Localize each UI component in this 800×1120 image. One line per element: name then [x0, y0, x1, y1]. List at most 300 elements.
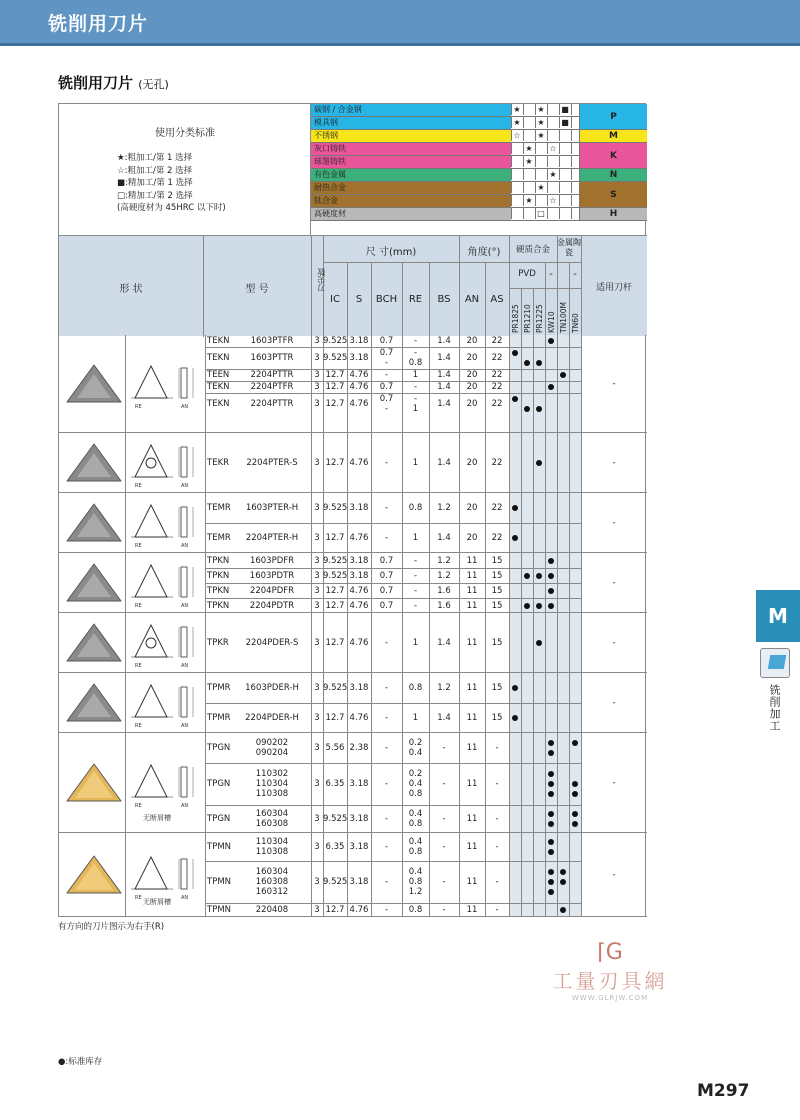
- cell-as: -: [495, 905, 499, 915]
- table-row: [205, 903, 647, 917]
- cell-ic: 12.7: [325, 905, 345, 915]
- stock-dot: [524, 573, 530, 579]
- model-col-header: 型 号: [245, 284, 269, 295]
- cell-bch: 0.7: [379, 600, 394, 611]
- cell-re: - 1: [412, 394, 419, 414]
- cell-an: 20: [466, 336, 478, 346]
- material-mark: [535, 156, 546, 167]
- cell-ic: 12.7: [325, 638, 345, 648]
- cell-series: TPMN: [207, 842, 232, 852]
- cell-bs: -: [442, 842, 446, 852]
- cell-re: 1: [412, 638, 419, 648]
- cell-bch: -: [384, 743, 389, 753]
- legend-item: (高硬度材为 45HRC 以下时): [117, 203, 226, 213]
- classification-criteria: [59, 104, 311, 235]
- cell-code: 1603PTFR: [250, 336, 294, 346]
- cell-ic: 9.525: [323, 683, 348, 693]
- cell-code: 1603PTER-H: [245, 503, 299, 513]
- cell-re: 1: [412, 458, 419, 468]
- cell-n: 3: [314, 779, 320, 789]
- material-mark: [523, 117, 534, 128]
- material-mark: [559, 195, 570, 206]
- iso-group-s: S: [579, 182, 647, 208]
- material-mark: ☆: [547, 195, 558, 206]
- cell-an: 20: [466, 399, 478, 409]
- cell-an: 20: [466, 503, 478, 513]
- stock-dot: [548, 781, 554, 787]
- cell-series: TPKN: [207, 585, 230, 596]
- material-mark: [547, 130, 558, 141]
- cell-series: TPMN: [207, 905, 232, 915]
- material-mark: [559, 208, 570, 219]
- angle-col-header: 角度(°): [467, 247, 501, 258]
- cell-as: 22: [491, 503, 503, 513]
- cell-as: -: [495, 814, 499, 824]
- cell-re: 0.4 0.8: [408, 837, 423, 857]
- table-row: [205, 393, 647, 415]
- cell-an: 11: [466, 638, 478, 648]
- cell-as: 22: [491, 336, 503, 346]
- cell-n: 3: [314, 336, 320, 346]
- row-line: [205, 903, 581, 904]
- cell-s: 4.76: [349, 905, 369, 915]
- cell-code: 1603PDTR: [249, 570, 295, 581]
- table-row: [205, 833, 647, 861]
- cell-an: 20: [466, 370, 478, 380]
- holder-value: -: [612, 518, 616, 528]
- material-mark: ★: [535, 104, 546, 115]
- legend-item: ■:精加工/第 1 选择: [117, 178, 193, 188]
- cell-s: 4.76: [349, 382, 369, 392]
- cell-series: TEKN: [207, 336, 230, 346]
- stock-dot: [512, 396, 518, 402]
- cell-re: 1: [412, 533, 419, 543]
- material-mark: ☆: [547, 143, 558, 154]
- cell-as: 22: [491, 353, 503, 363]
- svg-text:RE: RE: [135, 895, 142, 901]
- column-header: [59, 235, 647, 336]
- svg-text:RE: RE: [135, 483, 142, 489]
- cell-s: 4.76: [349, 399, 369, 409]
- insert-drawing: [129, 673, 203, 733]
- stock-dot: [560, 372, 566, 378]
- stock-dot: [548, 869, 554, 875]
- cell-as: -: [495, 779, 499, 789]
- cell-bs: 1.4: [437, 353, 451, 363]
- cermet-col-header: 金属陶瓷: [557, 238, 581, 257]
- stock-dot: [536, 460, 542, 466]
- cell-s: 3.18: [349, 814, 369, 824]
- legend-item: ☆:粗加工/第 2 选择: [117, 165, 193, 176]
- svg-text:RE: RE: [135, 663, 142, 669]
- cell-ic: 9.525: [323, 503, 348, 513]
- cell-s: 3.18: [349, 555, 369, 566]
- insert-drawing: [129, 433, 203, 493]
- iso-group-m: M: [579, 130, 647, 143]
- holder-col-header: 适用刀杆: [595, 283, 632, 293]
- row-line: [205, 763, 581, 764]
- cell-code: 220408: [255, 905, 289, 915]
- cell-series: TEEN: [207, 370, 230, 380]
- iso-group-n: N: [579, 169, 647, 182]
- col-line: [125, 335, 126, 433]
- table-row: [205, 598, 647, 613]
- material-mark: [511, 195, 522, 206]
- cell-series: TPKN: [207, 555, 230, 566]
- cell-s: 3.18: [349, 336, 369, 346]
- material-mark: [535, 169, 546, 180]
- cell-bs: -: [442, 743, 446, 753]
- stock-dot: [548, 791, 554, 797]
- an-col-header: AN: [464, 294, 480, 305]
- table-row: [205, 805, 647, 833]
- material-name: 碳钢 / 合金钢: [314, 105, 362, 114]
- table-row: [205, 613, 647, 673]
- row-line: [205, 598, 581, 599]
- grade-header-tn100m: TN100M: [559, 302, 568, 333]
- insert-group: [59, 833, 647, 917]
- cell-series: TEKN: [207, 399, 230, 409]
- material-mark: [511, 208, 522, 219]
- cell-an: 11: [466, 683, 478, 693]
- cell-re: 0.8: [408, 905, 423, 915]
- holder-value: -: [612, 778, 616, 788]
- insert-drawing: [129, 613, 203, 673]
- material-mark: ■: [559, 117, 570, 128]
- cell-n: 3: [314, 905, 320, 915]
- table-row: [205, 335, 647, 347]
- cell-s: 4.76: [349, 600, 369, 611]
- cell-s: 4.76: [349, 585, 369, 596]
- stock-dot: [572, 740, 578, 746]
- stock-dot: [572, 791, 578, 797]
- stock-dot: [524, 603, 530, 609]
- cell-n: 3: [314, 458, 320, 468]
- direction-note: 有方向的刀片图示为右手(R): [58, 922, 165, 932]
- cell-an: 11: [466, 877, 478, 887]
- svg-text:AN: AN: [181, 483, 189, 489]
- stock-dot: [548, 338, 554, 344]
- svg-text:RE: RE: [135, 723, 142, 729]
- cell-an: 20: [466, 353, 478, 363]
- milling-tab[interactable]: M: [756, 590, 800, 642]
- cell-re: -: [413, 570, 418, 581]
- cell-as: 22: [491, 370, 503, 380]
- cell-bch: -: [384, 458, 389, 468]
- stock-dot: [572, 811, 578, 817]
- cell-re: -: [413, 555, 418, 566]
- cell-bch: -: [384, 877, 389, 887]
- section-title-text: 铣削用刀片: [58, 74, 134, 92]
- stock-dot: [548, 889, 554, 895]
- stock-dot: [536, 406, 542, 412]
- pvd-col-header: PVD: [518, 269, 536, 279]
- material-mark: ★: [511, 104, 522, 115]
- svg-text:AN: AN: [181, 603, 189, 609]
- col-line: [125, 673, 126, 733]
- insert-drawing: [129, 354, 203, 414]
- watermark-url: WWW.GLRJW.COM: [571, 994, 649, 1002]
- cell-bs: 1.2: [437, 570, 451, 581]
- grade-header-pr1210: PR1210: [523, 304, 532, 333]
- stock-dot: [548, 384, 554, 390]
- cell-bch: -: [384, 713, 389, 723]
- col-line: [125, 493, 126, 553]
- cell-bs: -: [442, 877, 446, 887]
- insert-table: [58, 335, 646, 917]
- material-color: [311, 195, 511, 207]
- cell-s: 3.18: [349, 877, 369, 887]
- shape-col-header: 形 状: [119, 284, 143, 295]
- col-line: [125, 553, 126, 613]
- cell-an: 11: [466, 570, 478, 581]
- cell-as: -: [495, 743, 499, 753]
- cell-ic: 9.525: [323, 555, 348, 566]
- cell-series: TPMN: [207, 877, 232, 887]
- insert-photo: [63, 441, 125, 485]
- stock-dot: [560, 879, 566, 885]
- cell-ic: 5.56: [325, 743, 345, 753]
- stock-dot: [548, 811, 554, 817]
- material-mark: ★: [547, 169, 558, 180]
- cell-as: 15: [491, 570, 503, 581]
- cell-series: TEKN: [207, 353, 230, 363]
- cell-re: 1: [412, 713, 419, 723]
- material-mark: [523, 182, 534, 193]
- material-mark: [547, 208, 558, 219]
- row-line: [205, 703, 581, 704]
- stock-dot: [560, 907, 566, 913]
- cell-bs: 1.4: [437, 638, 451, 648]
- cell-s: 4.76: [349, 713, 369, 723]
- cell-an: 20: [466, 533, 478, 543]
- section-title-note: (无孔): [138, 78, 169, 91]
- cell-ic: 12.7: [325, 600, 345, 611]
- cell-ic: 9.525: [323, 336, 348, 346]
- material-mark: ■: [559, 104, 570, 115]
- cell-s: 4.76: [349, 458, 369, 468]
- cell-ic: 12.7: [325, 382, 345, 392]
- cell-bch: 0.7: [379, 382, 394, 392]
- cell-re: - 0.8: [408, 348, 423, 368]
- cell-as: -: [495, 842, 499, 852]
- cell-bch: -: [384, 779, 389, 789]
- cell-n: 3: [314, 353, 320, 363]
- stock-dot: [548, 839, 554, 845]
- cell-n: 3: [314, 638, 320, 648]
- material-mark: [559, 130, 570, 141]
- page-title: 铣削用刀片: [48, 13, 149, 35]
- stock-dot: [548, 603, 554, 609]
- cell-re: -: [413, 600, 418, 611]
- no-chipbreaker-note: 无断屑槽: [143, 898, 171, 906]
- material-mark: [547, 182, 558, 193]
- material-name: 有色金属: [314, 170, 346, 179]
- cell-bch: -: [384, 814, 389, 824]
- cell-bch: -: [384, 842, 389, 852]
- legend-item: ★:粗加工/第 1 选择: [117, 153, 193, 163]
- cell-bch: -: [384, 638, 389, 648]
- material-name: 高硬度材: [314, 209, 346, 218]
- table-row: [205, 861, 647, 903]
- insert-photo: [63, 681, 125, 725]
- cell-ic: 12.7: [325, 399, 345, 409]
- cell-n: 3: [314, 503, 320, 513]
- insert-group: [59, 673, 647, 733]
- legend-item: □:精加工/第 2 选择: [117, 190, 193, 201]
- cell-as: 15: [491, 555, 503, 566]
- stock-dot: [548, 740, 554, 746]
- material-name: 不锈钢: [314, 131, 338, 140]
- cell-ic: 12.7: [325, 458, 345, 468]
- material-mark: [523, 104, 534, 115]
- holder-value: -: [612, 578, 616, 588]
- insert-group: [59, 613, 647, 673]
- cell-n: 3: [314, 683, 320, 693]
- material-name: 球墨铸铁: [314, 157, 346, 166]
- cell-bch: 0.7: [379, 570, 394, 581]
- row-line: [205, 583, 581, 584]
- cell-an: 11: [466, 600, 478, 611]
- cell-re: 0.8: [408, 683, 423, 693]
- stock-note: ●:标准库存: [58, 1057, 103, 1067]
- cell-an: 20: [466, 382, 478, 392]
- watermark-logo: ⌈G: [597, 940, 623, 965]
- holder-value: -: [612, 458, 616, 468]
- cell-n: 3: [314, 814, 320, 824]
- table-row: [205, 703, 647, 733]
- col-line: [125, 433, 126, 493]
- table-row: [205, 493, 647, 523]
- material-name: 模具钢: [314, 118, 338, 127]
- cell-as: 22: [491, 533, 503, 543]
- cell-bch: 0.7 -: [379, 348, 394, 368]
- table-row: [205, 381, 647, 393]
- cell-n: 3: [314, 842, 320, 852]
- cell-code: 1603PDFR: [249, 555, 295, 566]
- cell-re: 0.8: [408, 503, 423, 513]
- insert-photo: [63, 761, 125, 805]
- insert-group: [59, 433, 647, 493]
- insert-drawing: [129, 753, 203, 813]
- cell-s: 2.38: [349, 743, 369, 753]
- stock-dot: [536, 640, 542, 646]
- cell-bs: 1.2: [437, 555, 451, 566]
- cell-ic: 9.525: [323, 570, 348, 581]
- cell-series: TPKN: [207, 600, 230, 611]
- insert-photo: [63, 501, 125, 545]
- cell-re: 0.4 0.8 1.2: [408, 867, 423, 897]
- material-mark: [511, 156, 522, 167]
- row-line: [205, 568, 581, 569]
- material-mark: [559, 182, 570, 193]
- cell-bch: 0.7: [379, 336, 394, 346]
- cell-bs: 1.4: [437, 370, 451, 380]
- stock-dot: [536, 603, 542, 609]
- cell-bs: 1.4: [437, 382, 451, 392]
- cell-code: 2204PDFR: [249, 585, 295, 596]
- insert-photo: [63, 561, 125, 605]
- material-color: [311, 117, 511, 129]
- stock-dot: [548, 573, 554, 579]
- cell-re: 0.4 0.8: [408, 809, 423, 829]
- material-mark: [559, 156, 570, 167]
- insert-drawing: [129, 553, 203, 613]
- row-line: [205, 381, 581, 382]
- cell-code: 110302 110304 110308: [255, 769, 289, 799]
- cell-code: 2204PDER-S: [245, 638, 299, 648]
- insert-group: [59, 553, 647, 613]
- bch-col-header: BCH: [375, 294, 398, 305]
- cell-code: 2204PTFR: [250, 382, 294, 392]
- cell-series: TPKN: [207, 570, 230, 581]
- ic-col-header: IC: [330, 294, 340, 305]
- material-mark: □: [535, 208, 546, 219]
- cell-as: 15: [491, 638, 503, 648]
- stock-dot: [536, 360, 542, 366]
- carbide-col-header: 硬质合金: [515, 245, 550, 255]
- stock-dot: [572, 781, 578, 787]
- cell-series: TPGN: [207, 814, 231, 824]
- cell-bch: -: [384, 370, 389, 380]
- material-mark: ☆: [511, 130, 522, 141]
- material-mark: [547, 104, 558, 115]
- cell-n: 3: [314, 713, 320, 723]
- material-mark: ★: [535, 130, 546, 141]
- material-mark: [523, 169, 534, 180]
- cell-ic: 12.7: [325, 713, 345, 723]
- cell-bch: 0.7: [379, 585, 394, 596]
- cell-re: 1: [412, 370, 419, 380]
- insert-photo: [63, 853, 125, 897]
- table-row: [205, 763, 647, 805]
- material-name: 灰口铸铁: [314, 144, 346, 153]
- insert-drawing: [129, 493, 203, 553]
- cell-bs: 1.4: [437, 713, 451, 723]
- material-mark: [511, 182, 522, 193]
- cell-bs: 1.4: [437, 458, 451, 468]
- watermark: [540, 940, 680, 1002]
- row-line: [205, 861, 581, 862]
- material-mark: ★: [535, 117, 546, 128]
- stock-dot: [560, 869, 566, 875]
- cell-n: 3: [314, 585, 320, 596]
- cell-bs: -: [442, 814, 446, 824]
- material-mark: [523, 208, 534, 219]
- stock-dot: [512, 715, 518, 721]
- bs-col-header: BS: [437, 294, 451, 305]
- cell-code: 2204PTER-H: [245, 533, 299, 543]
- insert-group: [59, 733, 647, 833]
- cell-s: 3.18: [349, 683, 369, 693]
- cell-bch: -: [384, 503, 389, 513]
- re-col-header: RE: [408, 294, 423, 305]
- top-title-bar: [0, 0, 800, 46]
- cell-series: TEMR: [207, 533, 231, 543]
- stock-dot: [548, 771, 554, 777]
- stock-dot: [548, 879, 554, 885]
- grade-header-pr1225: PR1225: [535, 304, 544, 333]
- cell-ic: 12.7: [325, 370, 345, 380]
- stock-dot: [512, 535, 518, 541]
- cell-an: 11: [466, 743, 478, 753]
- holder-value: -: [612, 379, 616, 389]
- material-mark: [511, 169, 522, 180]
- stock-dot: [548, 750, 554, 756]
- material-mark: [535, 195, 546, 206]
- svg-text:RE: RE: [135, 543, 142, 549]
- material-mark: [547, 156, 558, 167]
